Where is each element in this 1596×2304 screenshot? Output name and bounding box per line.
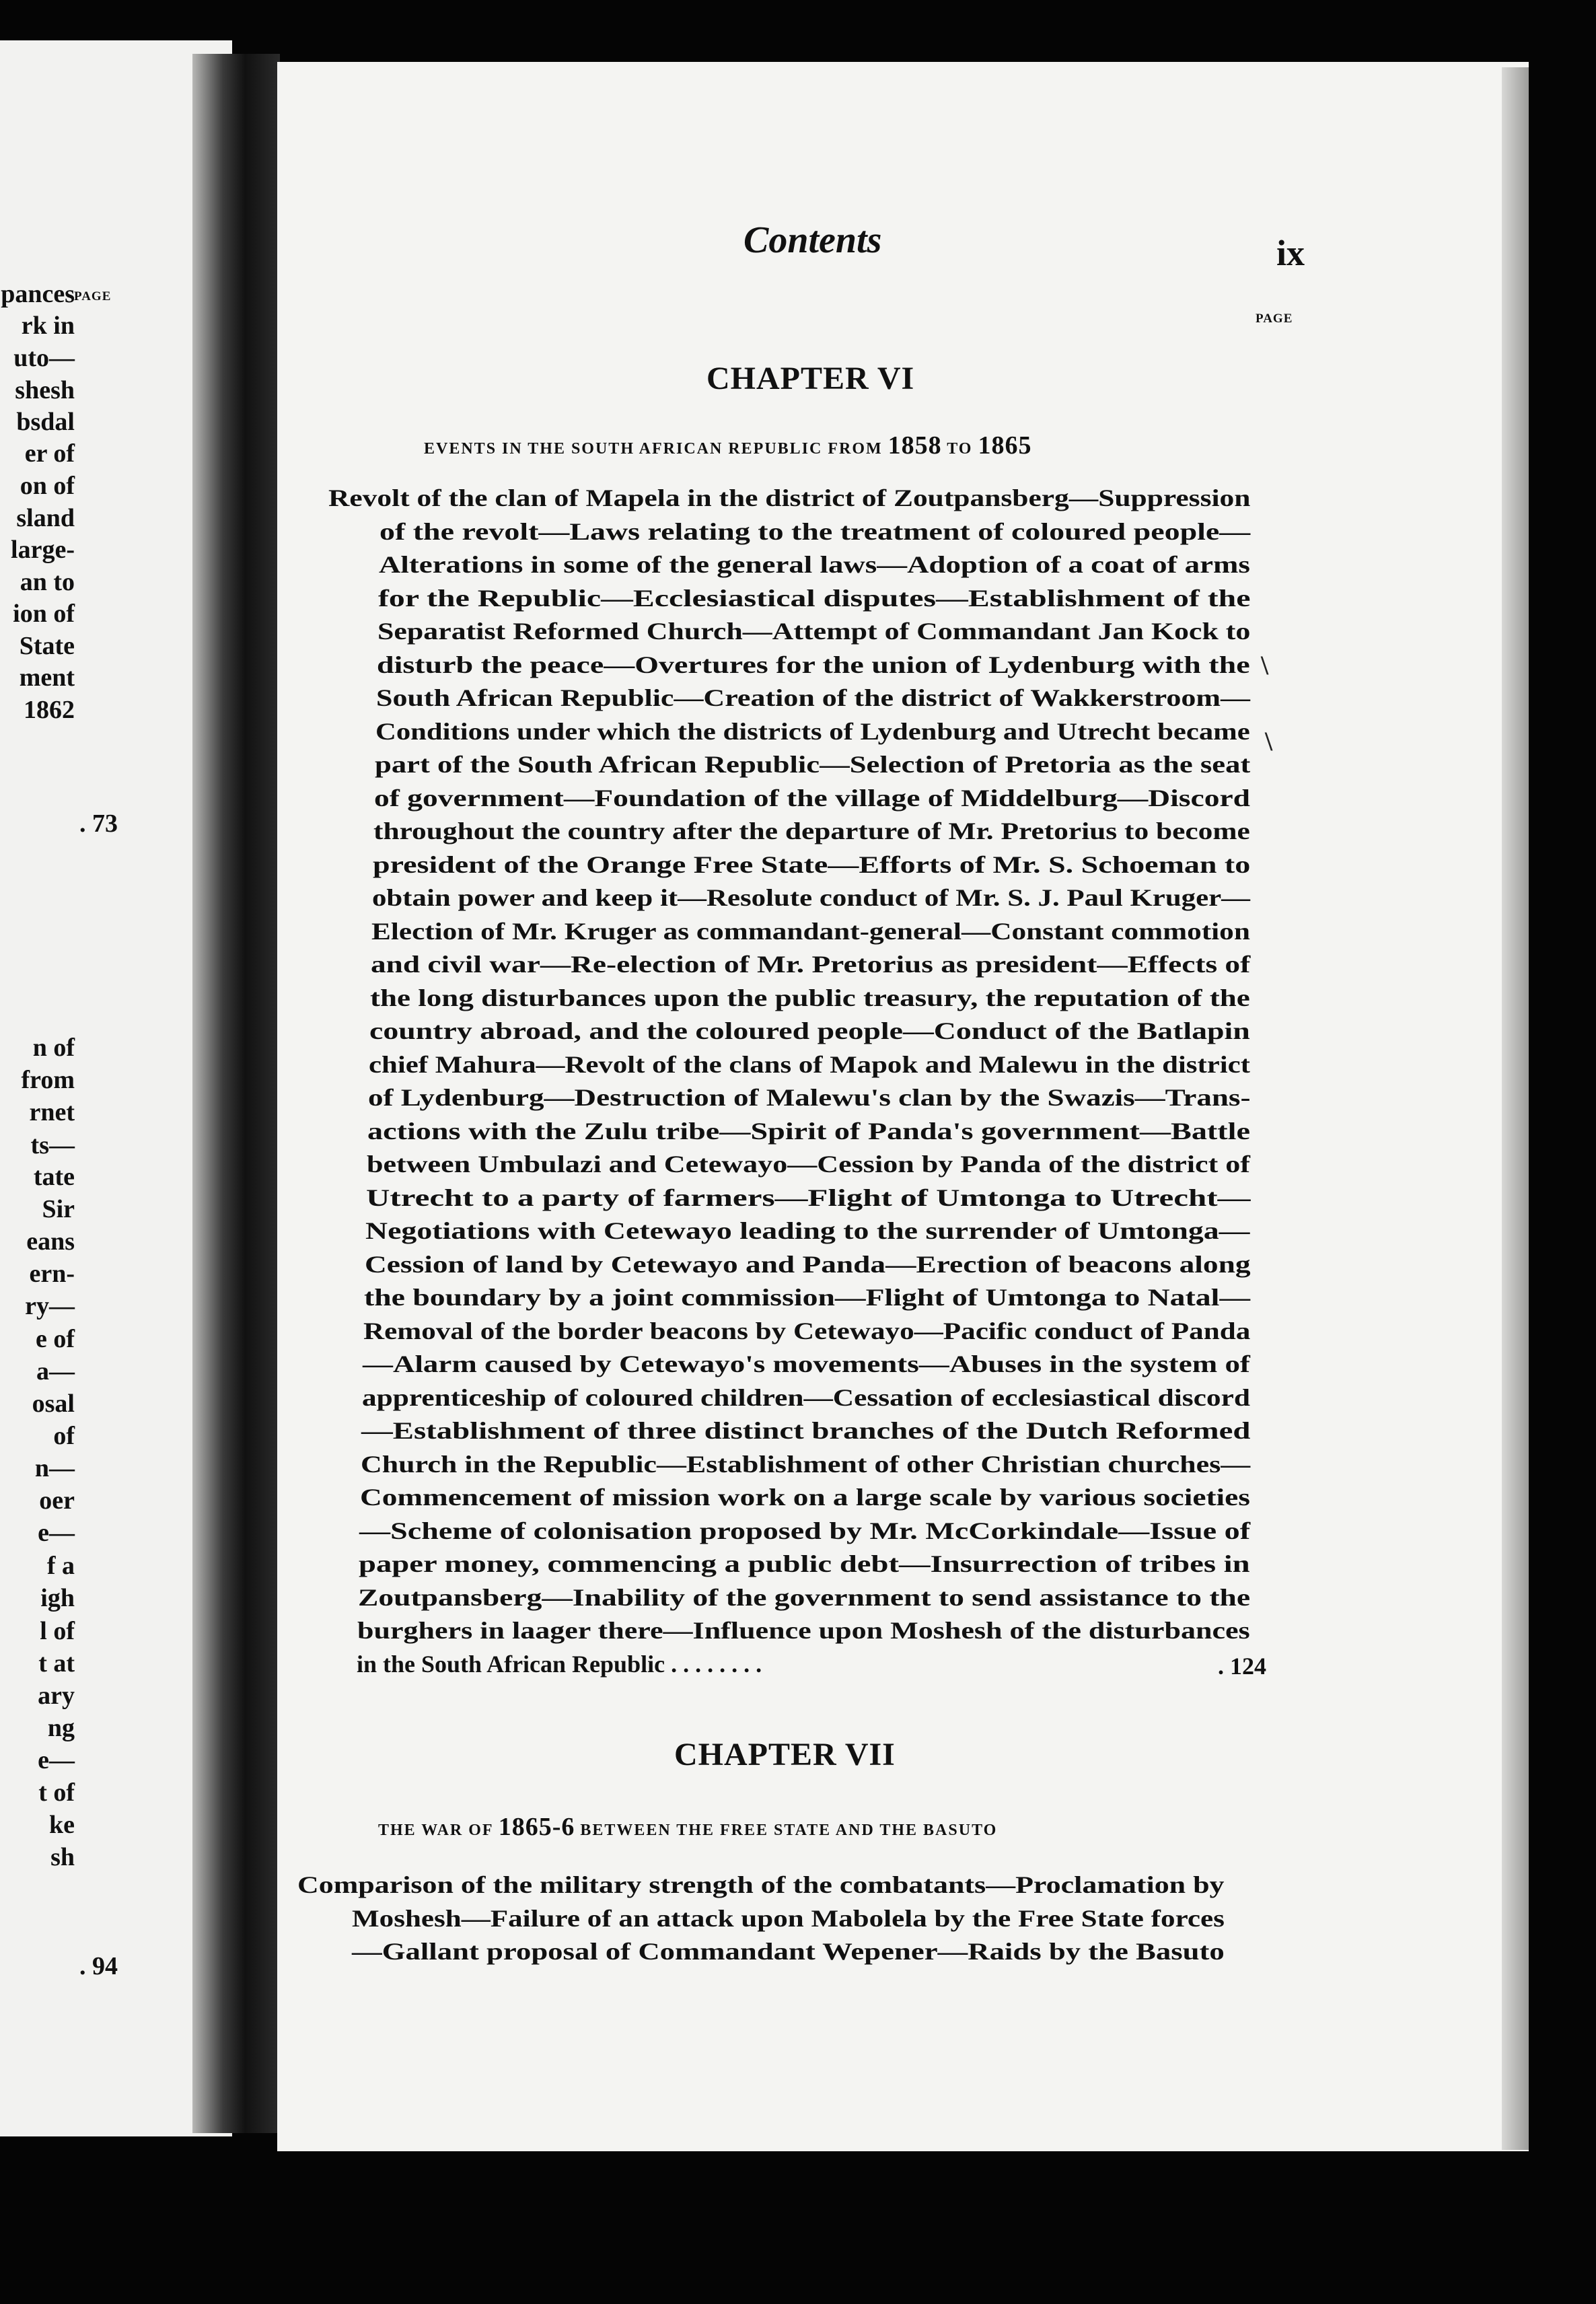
chapter-vi-line: in the South African Republic . . . . . . . . bbox=[357, 1651, 762, 1678]
chapter-vi-line: country abroad, and the coloured people—Conduct of the Batlapin bbox=[369, 1017, 1250, 1045]
chapter-vi-line: disturb the peace—Overtures for the union of Lydenburg with the bbox=[377, 651, 1250, 678]
left-page-label: PAGE bbox=[74, 289, 112, 303]
left-page-line: oer bbox=[39, 1486, 75, 1515]
chapter-vi-line: the long disturbances upon the public treasury, the reputation of the bbox=[370, 984, 1250, 1011]
chapter-vii-line: Comparison of the military strength of the combatants—Proclamation by bbox=[297, 1871, 1225, 1898]
chapter-vi-line: chief Mahura—Revolt of the clans of Mapok and Malewu in the district bbox=[369, 1050, 1250, 1078]
chapter-vi-line: part of the South African Republic—Selection of Pretoria as the seat bbox=[375, 751, 1251, 779]
chapter-vi-line: Church in the Republic—Establishment of other Christian churches— bbox=[361, 1450, 1251, 1478]
chapter-vi-year-to: 1865 bbox=[978, 431, 1032, 460]
chapter-vi-line: of Lydenburg—Destruction of Malewu's clan by the Swazis—Trans- bbox=[368, 1084, 1251, 1112]
left-page-line: on of bbox=[20, 472, 75, 500]
chapter-vi-line: Alterations in some of the general laws—Adoption of a coat of arms bbox=[379, 551, 1250, 579]
left-page-line: e— bbox=[38, 1519, 75, 1547]
page-edge-shadow bbox=[1502, 67, 1529, 2150]
chapter-vi-line: South African Republic—Creation of the district of Wakkerstroom— bbox=[376, 684, 1250, 712]
chapter-vii-years: 1865-6 bbox=[498, 1813, 575, 1841]
book-gutter bbox=[192, 54, 280, 2133]
chapter-vii-subtitle-suffix: BETWEEN THE FREE STATE AND THE BASUTO bbox=[580, 1822, 998, 1839]
chapter-vi-line: actions with the Zulu tribe—Spirit of Panda's government—Battle bbox=[367, 1117, 1250, 1145]
chapter-vi-line: Election of Mr. Kruger as commandant-general—Constant commotion bbox=[371, 917, 1250, 945]
left-page-line: sland bbox=[16, 504, 75, 532]
left-page-line: 1862 bbox=[24, 696, 75, 724]
left-page-line: sh bbox=[50, 1843, 75, 1871]
chapter-vi-title: CHAPTER VI bbox=[706, 361, 915, 396]
chapter-vii-line: —Gallant proposal of Commandant Wepener—Raids by the Basuto bbox=[352, 1938, 1225, 1965]
left-page-line: e— bbox=[38, 1746, 75, 1774]
left-page-line: State bbox=[19, 632, 75, 660]
chapter-vi-line: —Scheme of colonisation proposed by Mr. McCorkindale—Issue of bbox=[359, 1517, 1251, 1544]
chapter-vi-line: apprenticeship of coloured children—Cessation of ecclesiastical discord bbox=[362, 1383, 1250, 1411]
left-page-line: tate bbox=[33, 1163, 75, 1191]
chapter-vi-line: Zoutpansberg—Inability of the government to send assistance to the bbox=[358, 1583, 1251, 1611]
page-folio: ix bbox=[1276, 233, 1305, 273]
chapter-vii-title: CHAPTER VII bbox=[674, 1737, 896, 1772]
chapter-vi-line: burghers in laager there—Influence upon Moshesh of the disturbances bbox=[357, 1617, 1250, 1645]
left-page-line: an to bbox=[20, 568, 75, 596]
chapter-vi-line: president of the Orange Free State—Efforts of Mr. S. Schoeman to bbox=[373, 851, 1251, 878]
left-page-line: rk in bbox=[21, 312, 75, 340]
left-page-line: from bbox=[21, 1066, 75, 1094]
left-page-number-1: . 73 bbox=[79, 809, 118, 838]
chapter-vi-line: and civil war—Re-election of Mr. Pretorius as president—Effects of bbox=[371, 951, 1251, 978]
chapter-vi-year-from: 1858 bbox=[887, 431, 942, 460]
left-page-line: igh bbox=[40, 1584, 75, 1612]
chapter-vi-line: Separatist Reformed Church—Attempt of Commandant Jan Kock to bbox=[377, 618, 1251, 645]
left-page-line: er of bbox=[24, 439, 75, 468]
chapter-vii-subtitle bbox=[378, 1812, 997, 1842]
left-page-line: bsdal bbox=[16, 408, 75, 436]
left-page-line: a— bbox=[36, 1357, 75, 1385]
chapter-vi-line: for the Republic—Ecclesiastical disputes—Establishment of the bbox=[378, 584, 1251, 612]
left-page-line: eans bbox=[26, 1227, 75, 1256]
chapter-vi-line: between Umbulazi and Cetewayo—Cession by Panda of the district of bbox=[367, 1151, 1250, 1178]
left-page-line: ke bbox=[49, 1811, 75, 1839]
chapter-vi-subtitle-mid: TO bbox=[947, 440, 973, 458]
left-page-line: ern- bbox=[29, 1260, 75, 1288]
chapter-vi-line: throughout the country after the departure of Mr. Pretorius to become bbox=[373, 818, 1250, 845]
left-page-line: of bbox=[53, 1422, 75, 1450]
running-head: Contents bbox=[743, 219, 882, 261]
chapter-vi-line: Cession of land by Cetewayo and Panda—Erection of beacons along bbox=[365, 1250, 1251, 1278]
chapter-vi-line: Conditions under which the districts of Lydenburg and Utrecht became bbox=[375, 717, 1250, 745]
chapter-vi-page-ref: . 124 bbox=[1218, 1653, 1266, 1680]
chapter-vi-line: —Establishment of three distinct branches of the Dutch Reformed bbox=[361, 1417, 1251, 1445]
chapter-vi-line: —Alarm caused by Cetewayo's movements—Abuses in the system of bbox=[363, 1351, 1250, 1378]
left-page-line: ry— bbox=[25, 1292, 75, 1320]
left-page-line: l of bbox=[40, 1617, 75, 1645]
chapter-vi-subtitle-prefix: EVENTS IN THE SOUTH AFRICAN REPUBLIC FROM bbox=[424, 440, 883, 458]
chapter-vi-subtitle bbox=[424, 431, 1031, 460]
chapter-vi-line: obtain power and keep it—Resolute conduct of Mr. S. J. Paul Kruger— bbox=[372, 884, 1251, 912]
left-page-line: e of bbox=[35, 1325, 75, 1353]
left-page-line: f a bbox=[46, 1552, 75, 1580]
chapter-vi-line: Negotiations with Cetewayo leading to the surrender of Umtonga— bbox=[365, 1217, 1250, 1245]
left-page-line: ts— bbox=[30, 1131, 75, 1159]
left-page-line: osal bbox=[32, 1390, 75, 1418]
left-page-line: Sir bbox=[42, 1195, 75, 1223]
left-page-line: t at bbox=[38, 1649, 75, 1678]
left-page-line: ion of bbox=[13, 600, 75, 628]
left-page-line: n of bbox=[32, 1034, 75, 1062]
page-column-label: PAGE bbox=[1256, 312, 1293, 326]
left-page-line: pances bbox=[1, 280, 75, 308]
left-page-line: ary bbox=[38, 1682, 75, 1710]
chapter-vi-line: Utrecht to a party of farmers—Flight of Umtonga to Utrecht— bbox=[366, 1184, 1251, 1211]
left-page-line: t of bbox=[38, 1778, 75, 1807]
chapter-vi-line: paper money, commencing a public debt—Insurrection of tribes in bbox=[359, 1550, 1250, 1578]
left-page-line: uto— bbox=[13, 344, 75, 372]
chapter-vi-line: Removal of the border beacons by Cetewayo—Pacific conduct of Panda bbox=[363, 1317, 1251, 1344]
margin-mark-2: \ bbox=[1265, 726, 1273, 756]
left-page-line: shesh bbox=[15, 376, 75, 404]
margin-mark-1: \ bbox=[1261, 650, 1269, 680]
left-page-line: n— bbox=[34, 1454, 75, 1482]
chapter-vi-line: of government—Foundation of the village of Middelburg—Discord bbox=[374, 784, 1250, 812]
left-page-number-2: . 94 bbox=[79, 1952, 118, 1980]
left-page-line: ng bbox=[47, 1714, 75, 1742]
chapter-vi-line: the boundary by a joint commission—Flight of Umtonga to Natal— bbox=[364, 1284, 1251, 1311]
chapter-vi-line: Commencement of mission work on a large scale by various societies bbox=[360, 1484, 1250, 1511]
chapter-vi-line: Revolt of the clan of Mapela in the district of Zoutpansberg—Suppression bbox=[328, 484, 1251, 511]
left-page-line: ment bbox=[19, 663, 75, 692]
chapter-vi-line: of the revolt—Laws relating to the treatment of coloured people— bbox=[379, 517, 1251, 545]
chapter-vii-subtitle-prefix: THE WAR OF bbox=[378, 1822, 493, 1839]
left-page-line: rnet bbox=[29, 1098, 75, 1126]
left-page-line: large- bbox=[11, 536, 75, 564]
chapter-vii-line: Moshesh—Failure of an attack upon Mabolela by the Free State forces bbox=[352, 1905, 1225, 1932]
